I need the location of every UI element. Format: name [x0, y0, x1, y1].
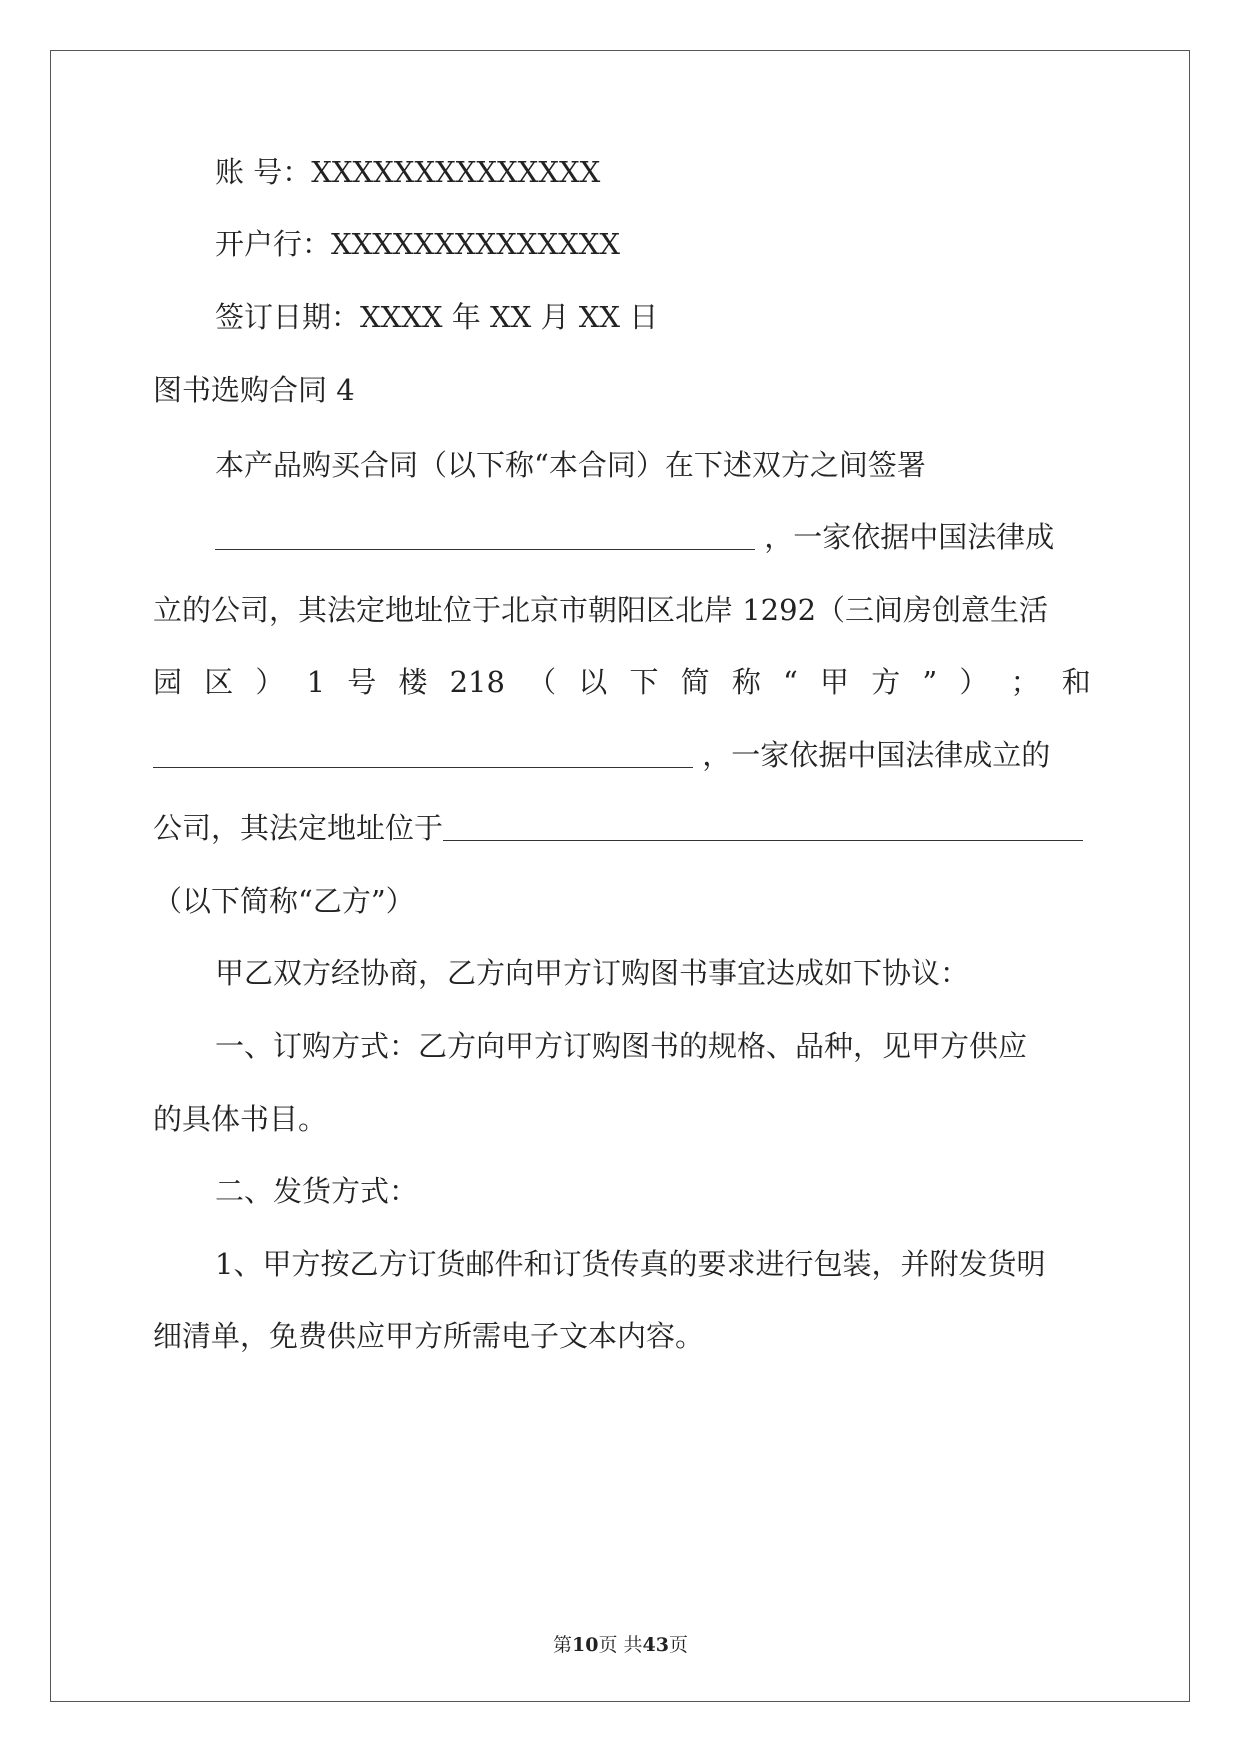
party-a-line-3-token: 称 — [731, 665, 761, 699]
footer-prefix: 第 — [553, 1634, 573, 1656]
party-a-line-3 — [153, 657, 1091, 707]
party-a-name-blank — [215, 521, 755, 550]
party-a-line-3-token: 方 — [871, 665, 901, 699]
party-a-line-2: 立的公司，其法定地址位于北京市朝阳区北岸 1292（三间房创意生活 — [153, 593, 1049, 627]
account-field: 账 号：XXXXXXXXXXXXXX — [215, 155, 601, 189]
party-a-line-3-token: 简 — [680, 665, 710, 699]
party-b-line-3: （以下简称“乙方”） — [153, 884, 415, 918]
party-a-line-3-token: 甲 — [820, 665, 850, 699]
party-a-line-3-token: 区 — [204, 665, 234, 699]
party-a-line-1 — [215, 512, 1091, 562]
footer-middle: 页 共 — [598, 1634, 643, 1656]
party-a-line-3-token: 和 — [1061, 665, 1091, 699]
footer-total-pages: 43 — [642, 1634, 669, 1656]
party-a-line-3-token: 218 — [449, 665, 505, 699]
party-b-name-blank — [153, 739, 693, 768]
party-a-line-3-token: ） — [959, 665, 989, 699]
party-b-address-blank — [443, 812, 1083, 841]
party-a-line-3-token: 楼 — [398, 665, 428, 699]
footer-suffix: 页 — [668, 1634, 688, 1656]
agreement-paragraph: 甲乙双方经协商，乙方向甲方订购图书事宜达成如下协议： — [215, 956, 970, 990]
party-a-line-3-token: “ — [783, 665, 798, 699]
party-a-line-3-token: ； — [1010, 665, 1040, 699]
party-a-line-3-token: （ — [527, 665, 557, 699]
bank-field: 开户行：XXXXXXXXXXXXXX — [215, 227, 621, 261]
party-b-line-2-text: 公司，其法定地址位于 — [153, 811, 444, 845]
party-b-line-2 — [153, 803, 1091, 853]
item-1-line-2: 的具体书目。 — [153, 1102, 328, 1136]
party-a-line-3-token: 1 — [306, 665, 326, 699]
sign-date-field: 签订日期：XXXX 年 XX 月 XX 日 — [215, 300, 659, 334]
item-1-line-1: 一、订购方式：乙方向甲方订购图书的规格、品种，见甲方供应 — [215, 1029, 1028, 1063]
party-a-line-3-token: 下 — [629, 665, 659, 699]
section-title: 图书选购合同 4 — [153, 373, 355, 407]
item-2-1-line-2: 细清单，免费供应甲方所需电子文本内容。 — [153, 1319, 705, 1353]
item-2-heading: 二、发货方式： — [215, 1174, 419, 1208]
intro-paragraph: 本产品购买合同（以下称“本合同）在下述双方之间签署 — [215, 448, 926, 482]
footer-page-number: 10 — [572, 1634, 599, 1656]
page-footer — [0, 1630, 1241, 1657]
party-a-line-1-text: ，一家依据中国法律成 — [764, 520, 1055, 554]
party-a-line-3-token: 园 — [153, 665, 183, 699]
party-b-line-1 — [153, 730, 1091, 780]
party-a-line-3-token: ” — [922, 665, 938, 699]
party-a-line-3-token: ） — [255, 665, 285, 699]
party-a-line-3-token: 以 — [578, 665, 608, 699]
item-2-1-line-1: 1、甲方按乙方订货邮件和订货传真的要求进行包装，并附发货明 — [215, 1247, 1046, 1281]
party-a-line-3-token: 号 — [347, 665, 377, 699]
party-b-line-1-text: ，一家依据中国法律成立的 — [702, 738, 1051, 772]
